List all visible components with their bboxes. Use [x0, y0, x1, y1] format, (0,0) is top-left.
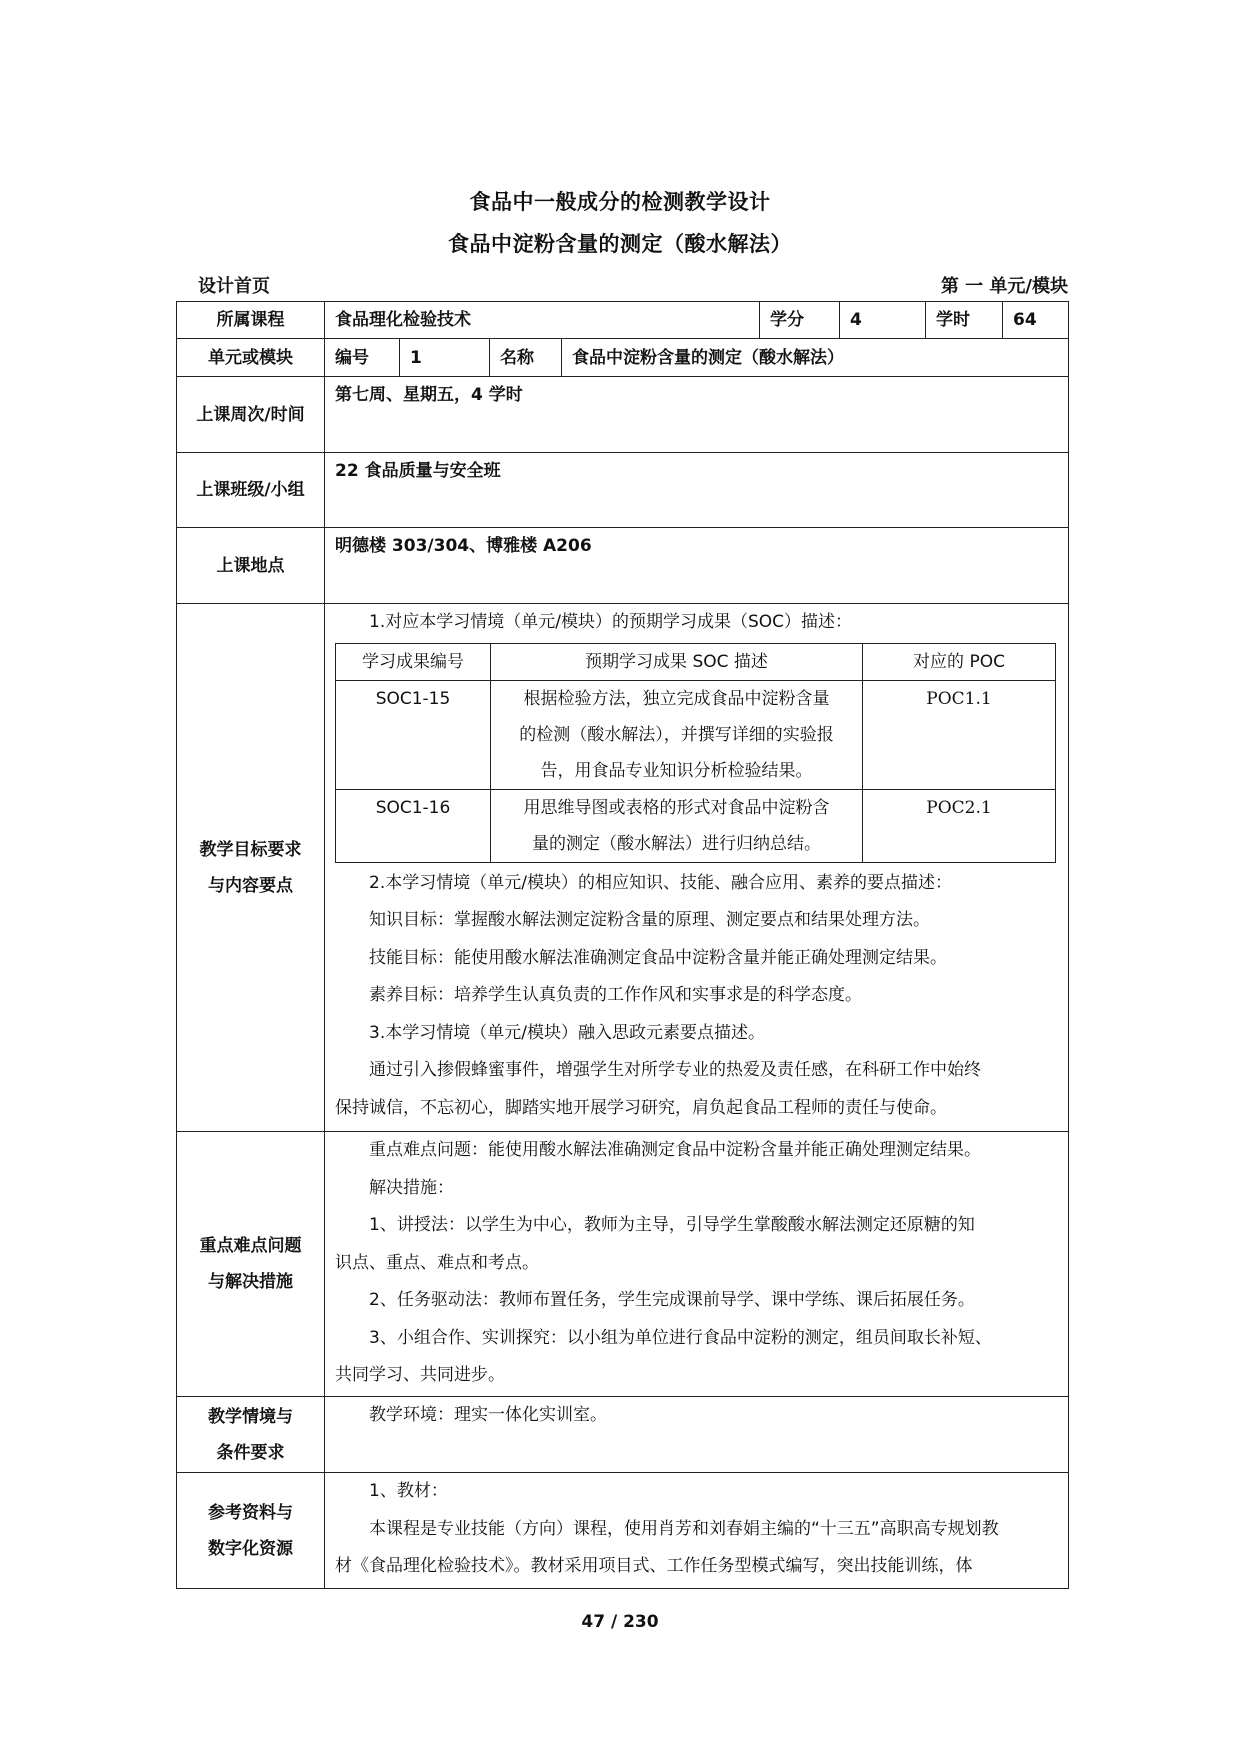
- difficulty-row: [177, 1132, 1069, 1397]
- soc-header-id: 学习成果编号: [336, 643, 491, 680]
- class-row: [177, 453, 1069, 528]
- soc-header-row: [336, 643, 1056, 680]
- environment-value: 教学环境：理实一体化实训室。: [369, 1405, 607, 1425]
- document-subtitle: 食品中淀粉含量的测定（酸水解法）: [448, 232, 792, 256]
- header-right: 第 一 单元/模块: [940, 276, 1068, 297]
- method2: 2、任务驱动法：教师布置任务，学生完成课前导学、课中学练、课后拓展任务。: [369, 1290, 975, 1310]
- ideology-line1: 通过引入掺假蜂蜜事件，增强学生对所学专业的热爱及责任感，在科研工作中始终: [369, 1060, 981, 1080]
- knowledge-goal: 知识目标：掌握酸水解法测定淀粉含量的原理、测定要点和结果处理方法。: [369, 910, 930, 930]
- schedule-value: 第七周、星期五，4 学时: [325, 377, 1069, 453]
- environment-label-line1: 教学情境与: [208, 1406, 293, 1427]
- references-line1: 本课程是专业技能（方向）课程，使用肖芳和刘春娟主编的“十三五”高职高专规划教: [369, 1518, 999, 1539]
- objectives-label-line2: 与内容要点: [208, 875, 293, 896]
- references-label: [177, 1473, 325, 1589]
- references-label-line2: 数字化资源: [208, 1538, 293, 1559]
- references-content: [325, 1473, 1069, 1589]
- soc-desc-line: 用思维导图或表格的形式对食品中淀粉含: [523, 797, 830, 818]
- soc-poc: POC2.1: [863, 789, 1056, 862]
- course-label: 所属课程: [177, 302, 325, 339]
- method1-line1: 1、讲授法：以学生为中心，教师为主导，引导学生掌酸酸水解法测定还原糖的知: [369, 1215, 975, 1235]
- hours-value: 64: [1003, 302, 1069, 339]
- point2-title: 2.本学习情境（单元/模块）的相应知识、技能、融合应用、素养的要点描述：: [369, 872, 952, 893]
- difficulty-content: [325, 1132, 1069, 1397]
- references-label-line1: 参考资料与: [208, 1502, 293, 1523]
- soc-row: [336, 680, 1056, 789]
- soc-desc: [491, 789, 863, 862]
- unit-name-value: 食品中淀粉含量的测定（酸水解法）: [562, 339, 1069, 377]
- schedule-row: [177, 377, 1069, 453]
- header-left: 设计首页: [198, 276, 270, 297]
- unit-num-label: 编号: [325, 339, 400, 377]
- difficulty-problem: 重点难点问题：能使用酸水解法准确测定食品中淀粉含量并能正确处理测定结果。: [369, 1140, 981, 1160]
- difficulty-label-line2: 与解决措施: [208, 1272, 293, 1292]
- ideology-line2: 保持诚信，不忘初心，脚踏实地开展学习研究，肩负起食品工程师的责任与使命。: [335, 1097, 947, 1118]
- references-line2: 材《食品理化检验技术》。教材采用项目式、工作任务型模式编写，突出技能训练，体: [335, 1556, 973, 1576]
- soc-row: [336, 789, 1056, 862]
- environment-content: [325, 1397, 1069, 1473]
- unit-name-label: 名称: [490, 339, 562, 377]
- soc-desc-line: 量的测定（酸水解法）进行归纳总结。: [532, 833, 821, 854]
- soc-poc: POC1.1: [863, 680, 1056, 789]
- literacy-goal: 素养目标：培养学生认真负责的工作作风和实事求是的科学态度。: [369, 985, 862, 1005]
- method3-line2: 共同学习、共同进步。: [335, 1365, 505, 1385]
- soc-desc-line: 的检测（酸水解法），并撰写详细的实验报: [519, 724, 834, 745]
- soc-desc-line: 根据检验方法，独立完成食品中淀粉含量: [523, 688, 830, 709]
- design-table: [176, 301, 1069, 1589]
- document-title: 食品中一般成分的检测教学设计: [469, 190, 771, 214]
- location-label: 上课地点: [177, 528, 325, 604]
- soc-desc-line: 告，用食品专业知识分析检验结果。: [540, 760, 813, 781]
- course-value: 食品理化检验技术: [325, 302, 760, 339]
- hours-label: 学时: [926, 302, 1003, 339]
- credit-value: 4: [840, 302, 926, 339]
- solution-title: 解决措施：: [369, 1177, 454, 1198]
- location-value: 明德楼 303/304、博雅楼 A206: [325, 528, 1069, 604]
- unit-label: 单元或模块: [177, 339, 325, 377]
- soc-header-desc: 预期学习成果 SOC 描述: [491, 643, 863, 680]
- page-number: 47 / 230: [581, 1612, 659, 1632]
- soc-header-poc: 对应的 POC: [863, 643, 1056, 680]
- soc-table: [335, 643, 1056, 863]
- unit-row: [177, 339, 1069, 377]
- environment-label: [177, 1397, 325, 1473]
- class-label: 上课班级/小组: [177, 453, 325, 528]
- difficulty-label-line1: 重点难点问题: [199, 1236, 302, 1256]
- skill-goal: 技能目标：能使用酸水解法准确测定食品中淀粉含量并能正确处理测定结果。: [369, 947, 947, 968]
- objectives-intro: 1.对应本学习情境（单元/模块）的预期学习成果（SOC）描述：: [369, 612, 852, 632]
- course-row: [177, 302, 1069, 339]
- references-row: [177, 1473, 1069, 1589]
- objectives-row: [177, 604, 1069, 1132]
- objectives-label: [177, 604, 325, 1132]
- class-value: 22 食品质量与安全班: [325, 453, 1069, 528]
- method1-line2: 识点、重点、难点和考点。: [335, 1252, 539, 1273]
- objectives-label-line1: 教学目标要求: [199, 839, 302, 860]
- method3-line1: 3、小组合作、实训探究：以小组为单位进行食品中淀粉的测定，组员间取长补短、: [369, 1327, 992, 1348]
- unit-num-value: 1: [400, 339, 490, 377]
- soc-desc: [491, 680, 863, 789]
- environment-row: [177, 1397, 1069, 1473]
- objectives-content: [325, 604, 1069, 1132]
- schedule-label: 上课周次/时间: [177, 377, 325, 453]
- soc-id: SOC1-15: [336, 680, 491, 789]
- references-item1: 1、教材：: [369, 1481, 448, 1501]
- environment-label-line2: 条件要求: [216, 1442, 285, 1463]
- point3-title: 3.本学习情境（单元/模块）融入思政元素要点描述。: [369, 1022, 765, 1043]
- location-row: [177, 528, 1069, 604]
- soc-id: SOC1-16: [336, 789, 491, 862]
- difficulty-label: [177, 1132, 325, 1397]
- credit-label: 学分: [760, 302, 840, 339]
